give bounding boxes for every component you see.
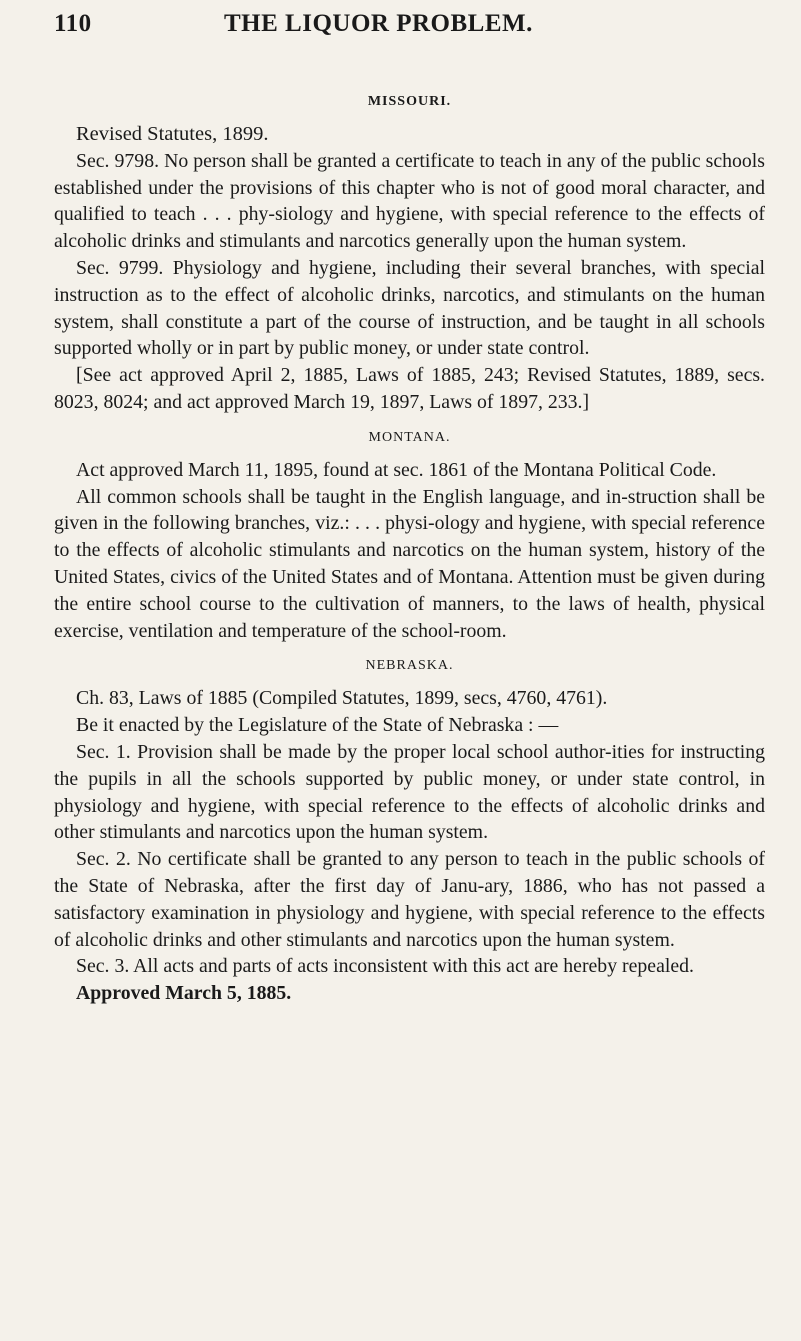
nebraska-enactment: Be it enacted by the Legislature of the State of Nebraska : — bbox=[76, 714, 559, 737]
nebraska-sec-1: Sec. 1. Provision shall be made by the proper local school author-ities for instructing the pupils in all the schools supported by public money, or under state control, in physiology and hygiene, with special reference to the effects of alcoholic drinks and other stimulants and narcotics upon the human system. bbox=[54, 740, 765, 844]
running-title: THE LIQUOR PROBLEM. bbox=[224, 10, 533, 37]
missouri-citation: Revised Statutes, 1899. bbox=[76, 123, 269, 145]
nebraska-citation: Ch. 83, Laws of 1885 (Compiled Statutes, 1899, secs, 4760, 4761). bbox=[76, 687, 608, 710]
section-heading-montana: MONTANA. bbox=[368, 429, 451, 445]
running-head bbox=[54, 10, 765, 54]
nebraska-sec-2: Sec. 2. No certificate shall be granted to any person to teach in the public schools of the State of Nebraska, after the first day of Janu-ary, 1886, who has not passed a satisfactory examination in physiology and hygiene, with special reference to the effects of alcoholic drinks and other stimulants and narcotics upon the human system. bbox=[54, 848, 765, 951]
missouri-sec-9798: Sec. 9798. No person shall be granted a certificate to teach in any of the public schools established under the provisions of this chapter who is not of good moral character, and qualified to teach . . . phy-siology and hygiene, with special reference to the effects of alcoholic drinks and stimulants and narcotics generally upon the human system. bbox=[54, 149, 765, 253]
section-heading-missouri: MISSOURI. bbox=[367, 94, 452, 109]
section-heading-nebraska: NEBRASKA. bbox=[365, 658, 454, 674]
montana-citation: Act approved March 11, 1895, found at sec. 1861 of the Montana Political Code. bbox=[76, 458, 717, 481]
page-number: 110 bbox=[54, 10, 92, 37]
nebraska-approved: Approved March 5, 1885. bbox=[76, 982, 292, 1005]
montana-instruction: All common schools shall be taught in the English language, and in-struction shall be given in the following branches, viz.: . . . physi-ology and hygiene, with special reference to the effects of alcoholic stimulants and narcotics on the human system, history of the United States, civics of the United States and of Montana. Attention must be given during the entire school course to the cultivation of manners, to the laws of health, physical exercise, ventilation and temperature of the school-room. bbox=[54, 485, 765, 642]
missouri-note: [See act approved April 2, 1885, Laws of 1885, 243; Revised Statutes, 1889, secs. 8023, 8024; and act approved March 19, 1897, Laws of 1897, 233.] bbox=[54, 364, 765, 413]
missouri-sec-9799: Sec. 9799. Physiology and hygiene, including their several branches, with special instruction as to the effect of alcoholic drinks, narcotics, and stimulants on the human system, shall constitute a part of the course of instruction, and be taught in all schools supported wholly or in part by public money, or under state control. bbox=[54, 256, 765, 360]
nebraska-sec-3: Sec. 3. All acts and parts of acts inconsistent with this act are hereby repealed. bbox=[76, 955, 694, 978]
